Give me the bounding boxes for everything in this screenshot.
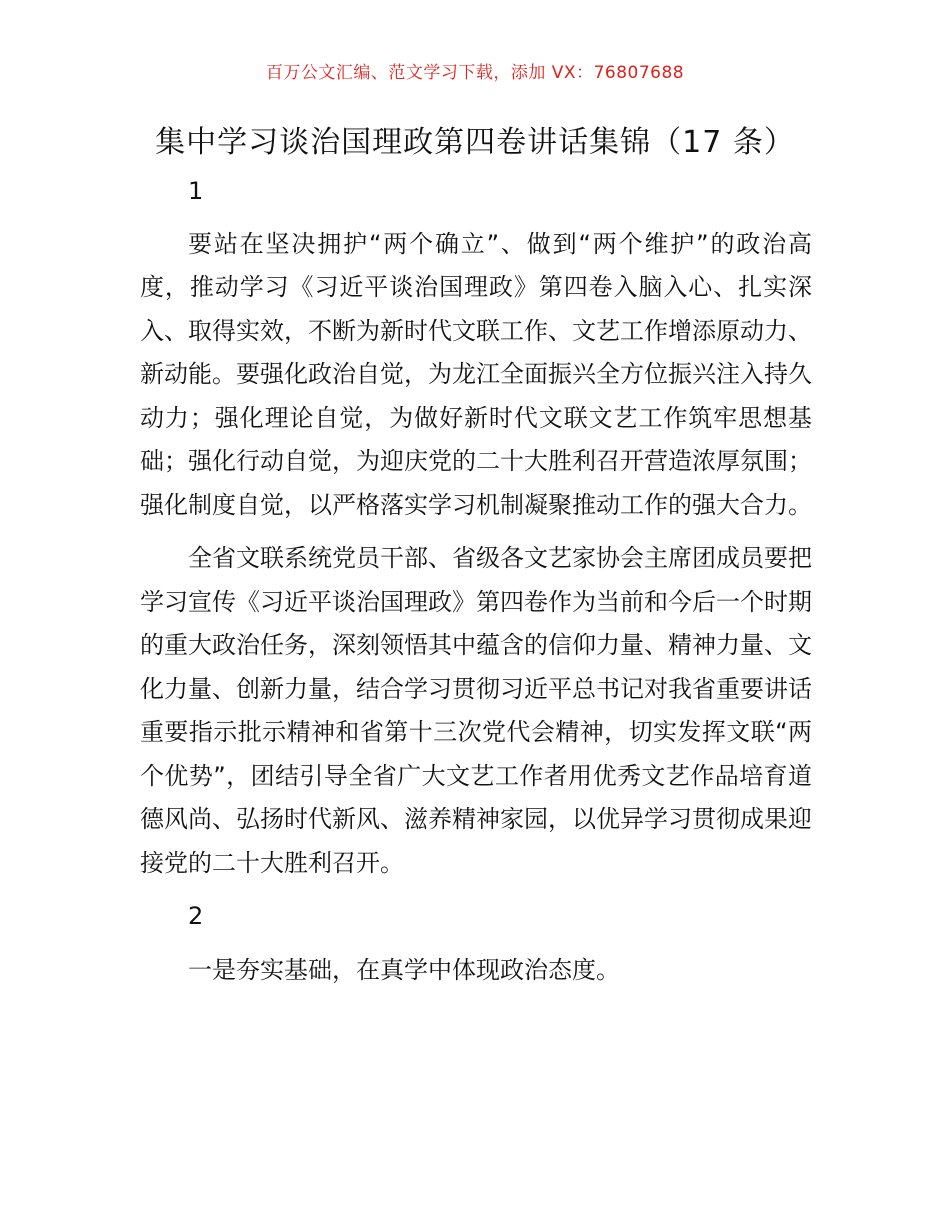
section-number: 1 — [188, 177, 204, 205]
paragraph: 全省文联系统党员干部、省级各文艺家协会主席团成员要把学习宣传《习近平谈治国理政》第四卷作为当前和今后一个时期的重大政治任务，深刻领悟其中蕴含的信仰力量、精神力量、文化力量、创新力量，结合学习贯彻习近平总书记对我省重要讲话重要指示批示精神和省第十三次党代会精神，切实发挥文联“两个优势”，团结引导全省广大文艺工作者用优秀文艺作品培育道德风尚、弘扬时代新风、滋养精神家园，以优异学习贯彻成果迎接党的二十大胜利召开。 — [140, 544, 812, 877]
document-body — [140, 170, 812, 992]
paragraph: 一是夯实基础，在真学中体现政治态度。 — [188, 955, 620, 984]
header-promo-note: 百万公文汇编、范文学习下载，添加 VX：76807688 — [265, 63, 685, 83]
section-number: 2 — [188, 902, 204, 930]
document-title: 集中学习谈治国理政第四卷讲话集锦（17 条） — [155, 125, 795, 160]
paragraph: 要站在坚决拥护“两个确立”、做到“两个维护”的政治高度，推动学习《习近平谈治国理政》第四卷入脑入心、扎实深入、取得实效，不断为新时代文联工作、文艺工作增添原动力、新动能。要强化政治自觉，为龙江全面振兴全方位振兴注入持久动力；强化理论自觉，为做好新时代文联文艺工作筑牢思想基础；强化行动自觉，为迎庆党的二十大胜利召开营造浓厚氛围；强化制度自觉，以严格落实学习机制凝聚推动工作的强大合力。 — [140, 229, 812, 519]
